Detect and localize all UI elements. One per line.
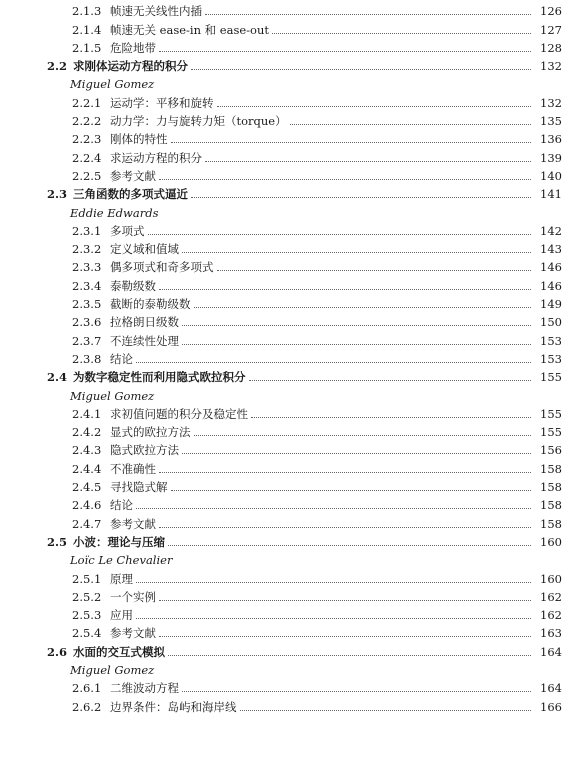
- toc-subsection: [0, 622, 582, 640]
- toc-subsection: [0, 0, 582, 18]
- entry-title: 求初值问题的积分及稳定性: [110, 406, 248, 421]
- entry-title: 运动学：平移和旋转: [110, 95, 214, 110]
- entry-title: 求刚体运动方程的积分: [73, 59, 188, 74]
- entry-title: 参考文献: [110, 626, 156, 641]
- page-number: 143: [540, 242, 562, 257]
- page-number: 126: [540, 4, 562, 19]
- page-number: 156: [540, 443, 562, 458]
- entry-number: 2.2.3: [72, 132, 102, 147]
- page-number: 132: [540, 95, 562, 110]
- page-number: 164: [540, 681, 562, 696]
- dot-leader: [171, 141, 532, 143]
- dot-leader: [194, 306, 532, 308]
- page-number: 158: [540, 516, 562, 531]
- entry-number: 2.4: [47, 370, 68, 385]
- page-number: 153: [540, 333, 562, 348]
- entry-title: 不连续性处理: [110, 333, 179, 348]
- toc-subsection: [0, 348, 582, 366]
- toc-subsection: [0, 604, 582, 622]
- dot-leader: [159, 526, 531, 528]
- dot-leader: [191, 196, 531, 198]
- entry-title: 截断的泰勒级数: [110, 297, 191, 312]
- entry-number: 2.2.2: [72, 114, 102, 129]
- toc-subsection: [0, 146, 582, 164]
- toc-subsection: [0, 165, 582, 183]
- entry-number: 2.5.1: [72, 571, 102, 586]
- entry-number: 2.1.5: [72, 40, 102, 55]
- entry-number: 2.3: [47, 187, 68, 202]
- entry-title: 二维波动方程: [110, 681, 179, 696]
- entry-title: 三角函数的多项式逼近: [73, 187, 188, 202]
- page-number: 155: [540, 406, 562, 421]
- entry-number: 2.5.3: [72, 608, 102, 623]
- dot-leader: [159, 178, 531, 180]
- entry-number: 2.2: [47, 59, 68, 74]
- entry-number: 2.1.4: [72, 22, 102, 37]
- toc-subsection: [0, 586, 582, 604]
- dot-leader: [148, 233, 532, 235]
- page-number: 149: [540, 297, 562, 312]
- toc-subsection: [0, 329, 582, 347]
- toc-author: [0, 659, 582, 677]
- dot-leader: [168, 654, 531, 656]
- page-number: 162: [540, 589, 562, 604]
- entry-title: 动力学：力与旋转力矩（torque）: [110, 114, 287, 129]
- entry-title: 寻找隐式解: [110, 480, 168, 495]
- toc-subsection: [0, 220, 582, 238]
- page-number: 162: [540, 608, 562, 623]
- page-number: 160: [540, 534, 562, 549]
- toc-subsection: [0, 18, 582, 36]
- entry-title: 一个实例: [110, 589, 156, 604]
- dot-leader: [168, 544, 531, 546]
- toc-subsection: [0, 311, 582, 329]
- entry-title: 危险地带: [110, 40, 156, 55]
- entry-number: 2.4.3: [72, 443, 102, 458]
- page-number: 155: [540, 370, 562, 385]
- dot-leader: [159, 288, 531, 290]
- page-number: 163: [540, 626, 562, 641]
- page-number: 132: [540, 59, 562, 74]
- toc-section: [0, 531, 582, 549]
- toc-section: [0, 366, 582, 384]
- toc-author: [0, 384, 582, 402]
- toc-subsection: [0, 567, 582, 585]
- entry-number: 2.6.2: [72, 699, 102, 714]
- toc-subsection: [0, 677, 582, 695]
- entry-number: 2.2.4: [72, 150, 102, 165]
- page-number: 160: [540, 571, 562, 586]
- entry-title: 参考文献: [110, 516, 156, 531]
- author-name: Miguel Gomez: [70, 388, 155, 403]
- entry-number: 2.3.3: [72, 260, 102, 275]
- entry-number: 2.3.8: [72, 351, 102, 366]
- entry-number: 2.4.5: [72, 480, 102, 495]
- entry-title: 边界条件：岛屿和海岸线: [110, 699, 237, 714]
- dot-leader: [136, 617, 531, 619]
- entry-title: 应用: [110, 608, 133, 623]
- entry-title: 参考文献: [110, 168, 156, 183]
- page-number: 155: [540, 425, 562, 440]
- toc-author: [0, 201, 582, 219]
- dot-leader: [205, 13, 531, 15]
- entry-title: 为数字稳定性而利用隐式欧拉积分: [73, 370, 246, 385]
- entry-number: 2.6: [47, 644, 68, 659]
- entry-title: 显式的欧拉方法: [110, 425, 191, 440]
- dot-leader: [182, 452, 531, 454]
- dot-leader: [159, 471, 531, 473]
- entry-number: 2.5.4: [72, 626, 102, 641]
- entry-number: 2.4.7: [72, 516, 102, 531]
- toc-subsection: [0, 439, 582, 457]
- entry-title: 多项式: [110, 223, 145, 238]
- dot-leader: [249, 379, 532, 381]
- entry-number: 2.6.1: [72, 681, 102, 696]
- dot-leader: [191, 68, 531, 70]
- entry-number: 2.4.6: [72, 498, 102, 513]
- dot-leader: [171, 489, 532, 491]
- entry-number: 2.4.2: [72, 425, 102, 440]
- toc-subsection: [0, 110, 582, 128]
- entry-title: 结论: [110, 498, 133, 513]
- toc-author: [0, 549, 582, 567]
- dot-leader: [182, 690, 531, 692]
- toc-subsection: [0, 256, 582, 274]
- dot-leader: [217, 269, 532, 271]
- entry-number: 2.5.2: [72, 589, 102, 604]
- entry-number: 2.3.1: [72, 223, 102, 238]
- entry-title: 偶多项式和奇多项式: [110, 260, 214, 275]
- entry-title: 拉格朗日级数: [110, 315, 179, 330]
- dot-leader: [240, 709, 532, 711]
- dot-leader: [136, 361, 531, 363]
- page-number: 135: [540, 114, 562, 129]
- entry-title: 泰勒级数: [110, 278, 156, 293]
- page-number: 146: [540, 278, 562, 293]
- entry-number: 2.1.3: [72, 4, 102, 19]
- dot-leader: [251, 416, 531, 418]
- page-number: 136: [540, 132, 562, 147]
- dot-leader: [290, 123, 531, 125]
- toc-author: [0, 73, 582, 91]
- toc-section: [0, 55, 582, 73]
- toc-subsection: [0, 421, 582, 439]
- entry-title: 帧速无关 ease-in 和 ease-out: [110, 22, 270, 37]
- entry-number: 2.3.4: [72, 278, 102, 293]
- entry-title: 求运动方程的积分: [110, 150, 202, 165]
- entry-number: 2.2.5: [72, 168, 102, 183]
- dot-leader: [159, 635, 531, 637]
- page-number: 158: [540, 480, 562, 495]
- entry-title: 定义域和值域: [110, 242, 179, 257]
- page-number: 158: [540, 461, 562, 476]
- toc-subsection: [0, 476, 582, 494]
- page-number: 164: [540, 644, 562, 659]
- entry-number: 2.4.4: [72, 461, 102, 476]
- page-number: 140: [540, 168, 562, 183]
- dot-leader: [182, 343, 531, 345]
- toc-subsection: [0, 91, 582, 109]
- entry-number: 2.3.7: [72, 333, 102, 348]
- page-number: 139: [540, 150, 562, 165]
- toc-subsection: [0, 457, 582, 475]
- toc-section: [0, 640, 582, 658]
- dot-leader: [136, 581, 531, 583]
- entry-title: 刚体的特性: [110, 132, 168, 147]
- dot-leader: [182, 251, 531, 253]
- dot-leader: [272, 32, 531, 34]
- page-number: 158: [540, 498, 562, 513]
- dot-leader: [217, 105, 532, 107]
- page-number: 127: [540, 22, 562, 37]
- toc-subsection: [0, 494, 582, 512]
- page-number: 128: [540, 40, 562, 55]
- page-number: 166: [540, 699, 562, 714]
- toc-subsection: [0, 37, 582, 55]
- page-number: 153: [540, 351, 562, 366]
- toc-section: [0, 183, 582, 201]
- entry-number: 2.3.5: [72, 297, 102, 312]
- toc-subsection: [0, 512, 582, 530]
- entry-number: 2.3.2: [72, 242, 102, 257]
- dot-leader: [182, 324, 531, 326]
- page-number: 150: [540, 315, 562, 330]
- page-number: 146: [540, 260, 562, 275]
- author-name: Miguel Gomez: [70, 662, 155, 677]
- toc-subsection: [0, 274, 582, 292]
- entry-title: 隐式欧拉方法: [110, 443, 179, 458]
- author-name: Loïc Le Chevalier: [70, 553, 173, 568]
- entry-number: 2.2.1: [72, 95, 102, 110]
- author-name: Eddie Edwards: [70, 205, 159, 220]
- entry-number: 2.3.6: [72, 315, 102, 330]
- toc-subsection: [0, 403, 582, 421]
- author-name: Miguel Gomez: [70, 77, 155, 92]
- toc-subsection: [0, 238, 582, 256]
- entry-title: 原理: [110, 571, 133, 586]
- entry-number: 2.5: [47, 534, 68, 549]
- entry-title: 结论: [110, 351, 133, 366]
- dot-leader: [159, 50, 531, 52]
- toc-subsection: [0, 695, 582, 713]
- entry-title: 不准确性: [110, 461, 156, 476]
- dot-leader: [205, 160, 531, 162]
- dot-leader: [159, 599, 531, 601]
- toc-subsection: [0, 128, 582, 146]
- entry-title: 小波：理论与压缩: [73, 534, 165, 549]
- dot-leader: [194, 434, 532, 436]
- dot-leader: [136, 507, 531, 509]
- page-number: 141: [540, 187, 562, 202]
- entry-title: 水面的交互式模拟: [73, 644, 165, 659]
- toc-subsection: [0, 293, 582, 311]
- page-number: 142: [540, 223, 562, 238]
- entry-number: 2.4.1: [72, 406, 102, 421]
- entry-title: 帧速无关线性内插: [110, 4, 202, 19]
